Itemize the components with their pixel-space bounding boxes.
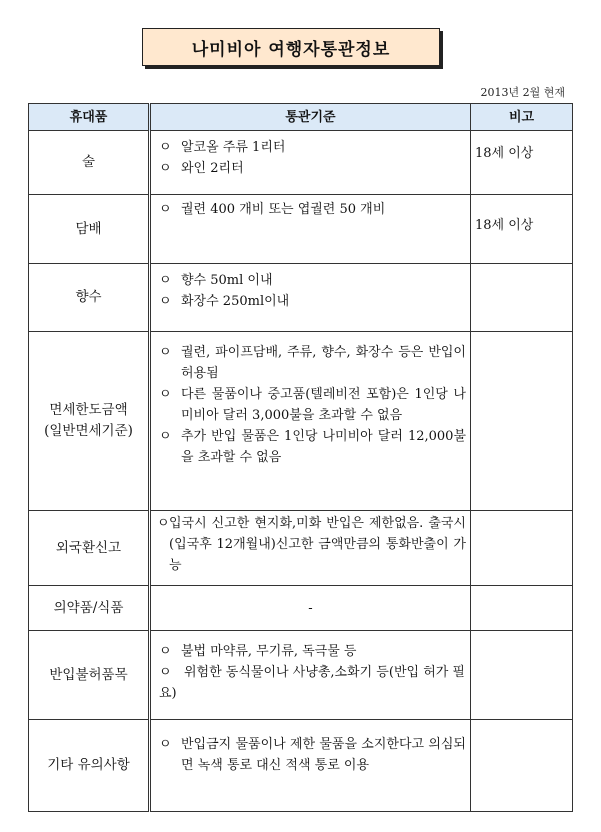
category-header: 휴대품 — [29, 104, 150, 131]
bullet-mark: ㅇ — [159, 644, 172, 659]
table-row-medicine — [29, 586, 573, 631]
list-item: ㅇ 입국시 신고한 현지화,미화 반입은 제한없음. 출국시(입국후 12개월내)신고한 금액만큼의 통화반출이 가능 — [155, 513, 466, 576]
note-cell — [471, 631, 573, 720]
note-cell — [471, 264, 573, 332]
category-cell: 담배 — [29, 195, 150, 264]
bullet-mark: ㅇ — [159, 737, 172, 752]
bullet-mark: ㅇ — [159, 202, 172, 217]
criteria-cell — [150, 332, 471, 511]
note-cell: 18세 이상 — [471, 131, 573, 195]
table-row-duty-free — [29, 332, 573, 511]
list-item: ㅇ 알코올 주류 1리터 — [155, 137, 466, 158]
bullet-mark: ㅇ — [159, 294, 172, 309]
category-cell — [29, 332, 150, 511]
list-item: ㅇ 위험한 동식물이나 사냥총,소화기 등(반입 허가 필요) — [159, 665, 465, 701]
table-row-currency — [29, 511, 573, 586]
criteria-header: 통관기준 — [150, 104, 471, 131]
bullet-mark: ㅇ — [159, 665, 172, 680]
list-item: ㅇ 궐련, 파이프담배, 주류, 향수, 화장수 등은 반입이 허용됨 — [155, 342, 466, 384]
list-item: ㅇ 반입금지 물품이나 제한 물품을 소지한다고 의심되면 녹색 통로 대신 적색 통로 이용 — [155, 734, 466, 776]
category-cell: 반입불허품목 — [29, 631, 150, 720]
criteria-cell — [150, 720, 471, 812]
criteria-cell — [150, 195, 471, 264]
bullet-mark: ㅇ — [159, 345, 172, 360]
list-item: ㅇ 와인 2리터 — [155, 158, 466, 179]
list-item: ㅇ 화장수 250ml이내 — [155, 291, 466, 312]
table-row-alcohol — [29, 131, 573, 195]
category-cell: 술 — [29, 131, 150, 195]
bullet-mark: ㅇ — [159, 161, 172, 176]
list-item: ㅇ 궐련 400 개비 또는 엽궐련 50 개비 — [155, 199, 466, 220]
note-cell — [471, 586, 573, 631]
list-item: ㅇ 추가 반입 물품은 1인당 나미비아 달러 12,000불을 초과할 수 없음 — [155, 426, 466, 468]
note-cell — [471, 720, 573, 812]
table-row-other — [29, 720, 573, 812]
page-title: 나미비아 여행자통관정보 — [142, 28, 440, 66]
category-line: 면세한도금액 — [49, 402, 128, 418]
table-row-tobacco — [29, 195, 573, 264]
note-cell — [471, 511, 573, 586]
bullet-mark: ㅇ — [159, 429, 172, 444]
category-cell: 향수 — [29, 264, 150, 332]
dash-value: - — [308, 600, 313, 616]
criteria-cell — [150, 264, 471, 332]
bullet-mark: ㅇ — [157, 516, 170, 531]
note-cell: 18세 이상 — [471, 195, 573, 264]
bullet-mark: ㅇ — [159, 387, 172, 402]
table-row-prohibited — [29, 631, 573, 720]
note-header: 비고 — [471, 104, 573, 131]
date-label: 2013년 2월 현재 — [480, 86, 565, 99]
category-cell: 기타 유의사항 — [29, 720, 150, 812]
header-row — [29, 104, 573, 131]
bullet-mark: ㅇ — [159, 140, 172, 155]
bullet-mark: ㅇ — [159, 273, 172, 288]
criteria-cell — [150, 586, 471, 631]
category-line: (일반면세기준) — [44, 423, 133, 439]
criteria-cell — [150, 631, 471, 720]
category-cell: 외국환신고 — [29, 511, 150, 586]
table-row-perfume — [29, 264, 573, 332]
criteria-cell — [150, 131, 471, 195]
list-item: ㅇ 다른 물품이나 중고품(텔레비전 포함)은 1인당 나미비아 달러 3,000불을 초과할 수 없음 — [155, 384, 466, 426]
criteria-cell — [150, 511, 471, 586]
category-cell: 의약품/식품 — [29, 586, 150, 631]
list-item: ㅇ 불법 마약류, 무기류, 독극물 등 — [155, 641, 466, 662]
customs-table — [28, 103, 573, 812]
list-item: ㅇ 향수 50ml 이내 — [155, 270, 466, 291]
note-cell — [471, 332, 573, 511]
